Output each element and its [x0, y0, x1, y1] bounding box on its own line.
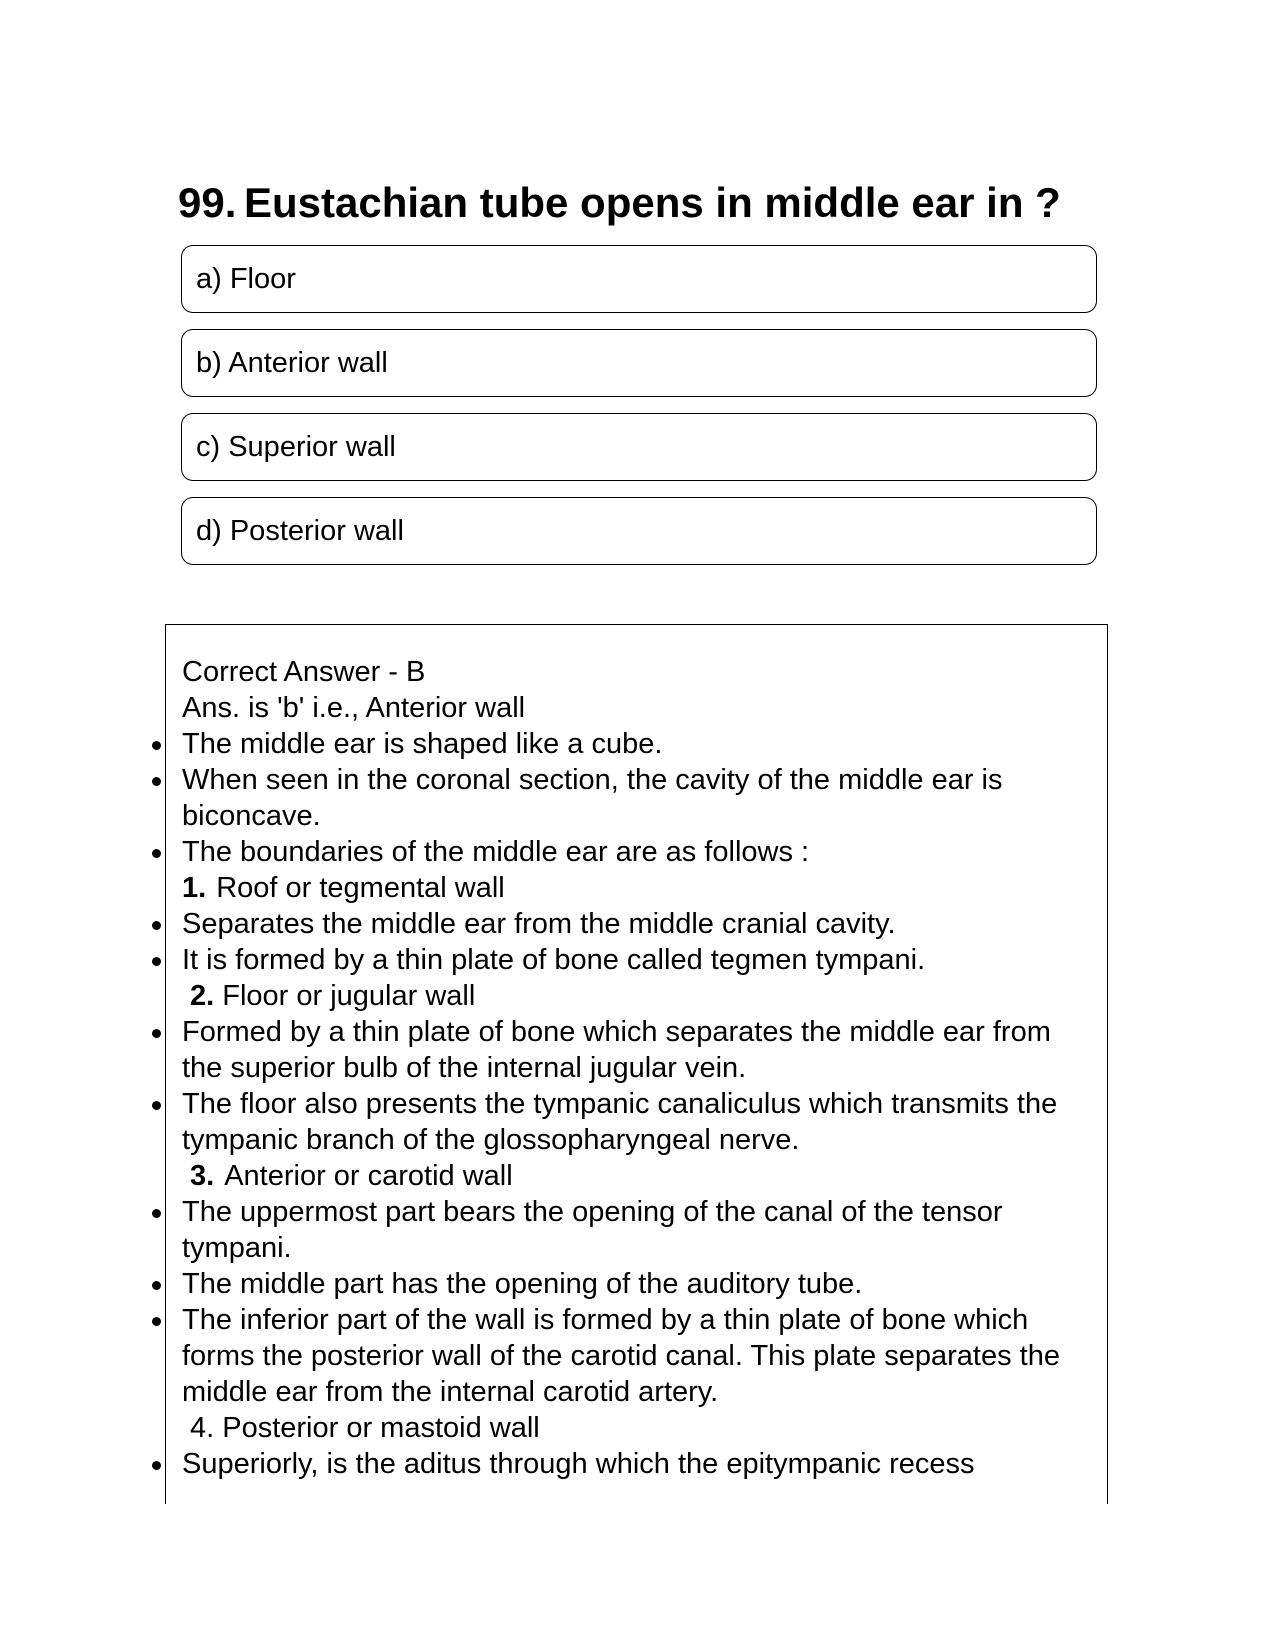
bullet-item: Separates the middle ear from the middle cranial cavity.	[182, 906, 1102, 942]
bullet-continuation: middle ear from the internal carotid artery.	[182, 1376, 719, 1408]
subheading-number: 3.	[190, 1160, 215, 1192]
subheading-number: 1.	[182, 872, 207, 904]
bullet-item: The middle part has the opening of the auditory tube.	[182, 1266, 1102, 1302]
option-a[interactable]: a) Floor	[181, 245, 1097, 313]
answer-options	[181, 245, 1097, 581]
subheading-number: 2.	[190, 980, 215, 1012]
subheading-anterior	[182, 1158, 1102, 1194]
bullet-item: The inferior part of the wall is formed by a thin plate of bone which	[182, 1302, 1102, 1338]
subheading-floor	[182, 978, 1102, 1014]
subheading-roof	[182, 870, 1102, 906]
bullet-item: When seen in the coronal section, the cavity of the middle ear is	[182, 762, 1102, 798]
bullet-continuation: the superior bulb of the internal jugular vein.	[182, 1052, 747, 1084]
question-text: Eustachian tube opens in middle ear in ?	[244, 179, 1061, 226]
subheading-text: Floor or jugular wall	[222, 980, 476, 1012]
bullet-item: It is formed by a thin plate of bone called tegmen tympani.	[182, 942, 1102, 978]
bullet-continuation: tympani.	[182, 1232, 292, 1264]
bullet-continuation: tympanic branch of the glossopharyngeal nerve.	[182, 1124, 800, 1156]
subheading-text: Roof or tegmental wall	[216, 872, 505, 904]
bullet-item: The boundaries of the middle ear are as follows :	[182, 834, 1102, 870]
bullet-item: The middle ear is shaped like a cube.	[182, 726, 1102, 762]
answer-explanation	[182, 654, 1102, 1482]
subheading-text: Anterior or carotid wall	[224, 1160, 513, 1192]
correct-answer-label: Correct Answer - B	[182, 656, 426, 688]
option-c[interactable]: c) Superior wall	[181, 413, 1097, 481]
subheading-posterior: 4. Posterior or mastoid wall	[190, 1412, 540, 1444]
answer-summary: Ans. is 'b' i.e., Anterior wall	[182, 692, 526, 724]
option-d[interactable]: d) Posterior wall	[181, 497, 1097, 565]
bullet-continuation: forms the posterior wall of the carotid canal. This plate separates the	[182, 1340, 1060, 1372]
question-number: 99.	[178, 179, 237, 226]
option-b[interactable]: b) Anterior wall	[181, 329, 1097, 397]
bullet-continuation: biconcave.	[182, 800, 321, 832]
bullet-item: Superiorly, is the aditus through which the epitympanic recess	[182, 1446, 1102, 1482]
question-heading	[178, 178, 1061, 228]
bullet-item: The uppermost part bears the opening of the canal of the tensor	[182, 1194, 1102, 1230]
bullet-item: The floor also presents the tympanic canaliculus which transmits the	[182, 1086, 1102, 1122]
bullet-item: Formed by a thin plate of bone which separates the middle ear from	[182, 1014, 1102, 1050]
